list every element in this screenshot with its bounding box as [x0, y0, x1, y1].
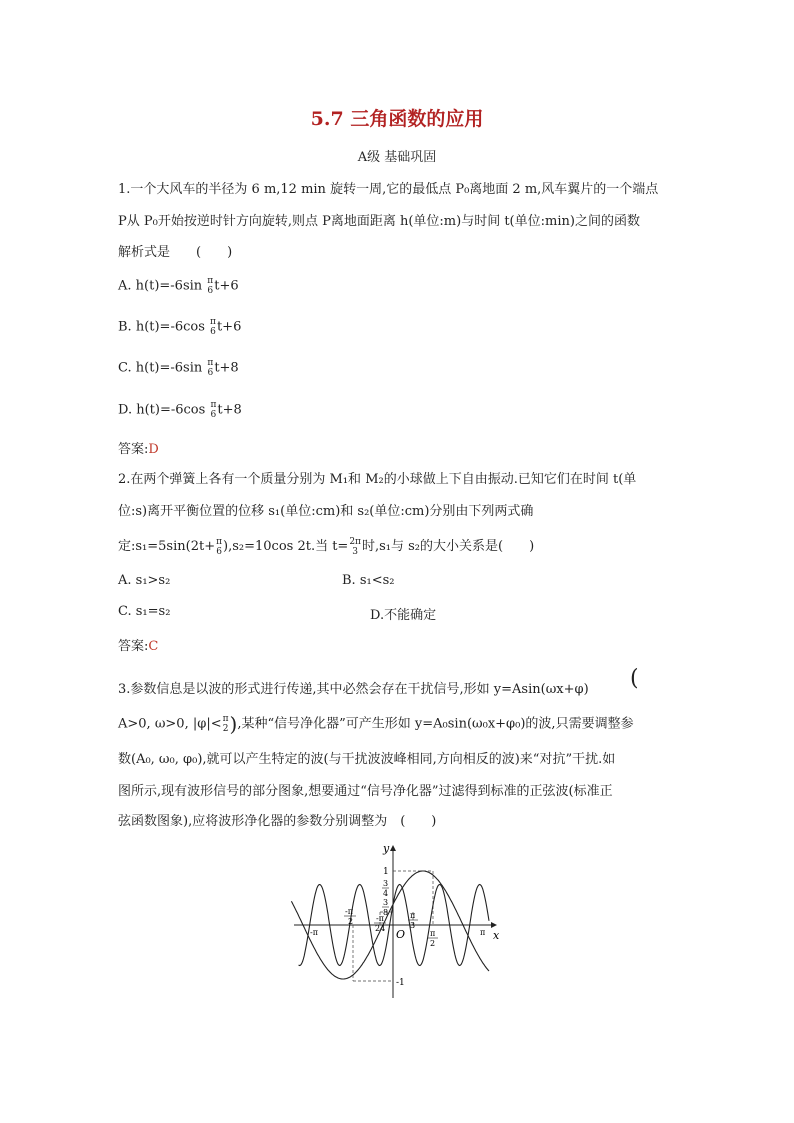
q1-option-b: B. h(t)=-6cos π 6 t+6 — [118, 317, 242, 337]
q1-line-1: 1.一个大风车的半径为 6 m,12 min 旋转一周,它的最低点 P₀离地面 2 m,风车翼片的一个端点 — [118, 182, 659, 197]
y-tick-3-4-num: 3 — [383, 879, 389, 888]
y-axis-label: y — [383, 842, 390, 855]
q3-line-4: 图所示,现有波形信号的部分图象,想要通过“信号净化器”过滤得到标准的正弦波(标准正 — [118, 784, 613, 799]
x-tick-pi-3-den: 3 — [410, 921, 416, 930]
x-tick-pi: π — [480, 928, 486, 937]
q2-option-b: B. s₁<s₂ — [342, 573, 395, 588]
y-tick-1: 1 — [383, 867, 389, 877]
x-tick-neg-pi-2-den: 2 — [348, 917, 354, 926]
q2-option-a: A. s₁>s₂ — [118, 573, 171, 588]
q2-line-2: 位:s)离开平衡位置的位移 s₁(单位:cm)和 s₂(单位:cm)分别由下列两式确 — [118, 504, 534, 519]
q3-line-5: 弦函数图象),应将波形净化器的参数分别调整为 ( ) — [118, 814, 437, 829]
x-tick-neg-pi-24-num: -π — [376, 914, 384, 923]
x-tick-pi-3-num: π — [410, 911, 416, 920]
q3-paren-open: ( — [630, 666, 639, 691]
q1-line-2: P从 P₀开始按逆时针方向旋转,则点 P离地面距离 h(单位:m)与时间 t(单位:min)之间的函数 — [118, 214, 640, 229]
waveform-graph — [288, 838, 508, 1000]
x-axis-label: x — [493, 929, 500, 942]
x-tick-neg-pi: -π — [310, 928, 318, 937]
x-tick-neg-pi-2-num: -π — [345, 907, 353, 916]
y-tick-neg1: -1 — [396, 978, 405, 988]
q1-line-3: 解析式是 ( ) — [118, 245, 233, 260]
q3-line-3: 数(A₀, ω₀, φ₀),就可以产生特定的波(与干扰波波峰相同,方向相反的波)来“对抗”干扰.如 — [118, 752, 616, 767]
q1-option-d: D. h(t)=-6cos π 6 t+8 — [118, 400, 242, 420]
q1-option-a: A. h(t)=-6sin π 6 t+6 — [118, 276, 239, 296]
y-tick-3-4-den: 4 — [383, 889, 389, 898]
page-title: 5.7 三角函数的应用 — [310, 108, 484, 130]
x-tick-pi-2-den: 2 — [430, 939, 436, 948]
q2-line-1: 2.在两个弹簧上各有一个质量分别为 M₁和 M₂的小球做上下自由振动.已知它们在时间 t(单 — [118, 472, 637, 487]
y-tick-3-8-den: 8 — [383, 908, 389, 917]
q3-line-2: A>0, ω>0, |φ|< π 2 ),某种“信号净化器”可产生形如 y=A₀sin(ω₀x+φ₀)的波,只需要调整参 — [118, 712, 634, 736]
level-heading: A级 基础巩固 — [357, 150, 437, 165]
q1-answer: 答案:D — [118, 442, 159, 457]
origin-label: O — [396, 928, 406, 941]
x-tick-pi-2-num: π — [430, 929, 436, 938]
q2-option-d: D.不能确定 — [370, 608, 437, 623]
q1-option-c: C. h(t)=-6sin π 6 t+8 — [118, 358, 239, 378]
q2-answer: 答案:C — [118, 639, 159, 654]
q2-line-3: 定:s₁=5sin(2t+ π 6 ),s₂=10cos 2t.当 t= 2π 3 时,s₁与 s₂的大小关系是( ) — [118, 536, 535, 557]
q3-line-1: 3.参数信息是以波的形式进行传递,其中必然会存在干扰信号,形如 y=Asin(ωx+φ) — [118, 682, 589, 697]
x-tick-neg-pi-24-den: 24 — [375, 924, 386, 933]
y-tick-3-8-num: 3 — [383, 898, 389, 907]
q2-option-c: C. s₁=s₂ — [118, 604, 171, 619]
